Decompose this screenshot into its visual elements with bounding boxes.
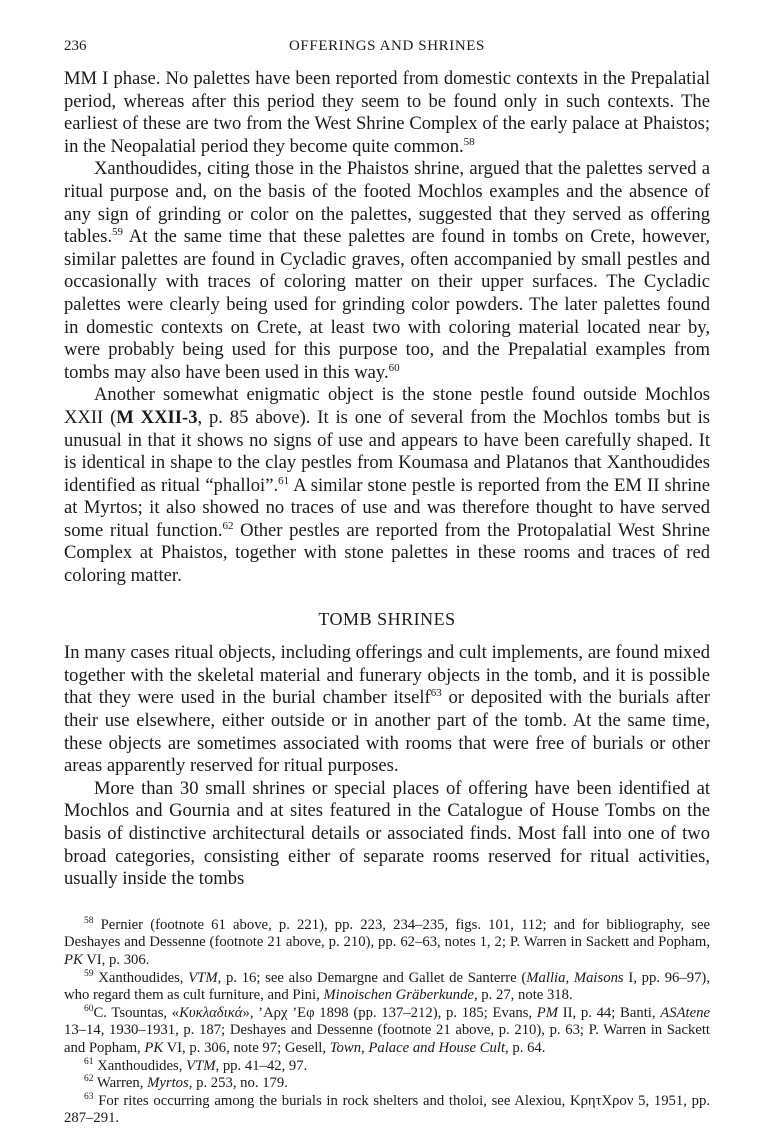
- footnote-58: [64, 917, 710, 970]
- footnote-60-marker: 60: [84, 1003, 94, 1014]
- footnote-60-italic-4: PK: [144, 1039, 164, 1056]
- footnote-62: [64, 1075, 710, 1093]
- footnote-61-text-b: , pp. 41–42, 97.: [215, 1057, 308, 1074]
- paragraph-5-text: More than 30 small shrines or special places of offering have been identified at Mochlos and Gournia and at sites featured in the Catalogue of House Tombs on the basis of distinctive architectural details or associated finds. Most fall into one of two broad categories, consisting either of separate rooms reserved for ritual activities, usually inside the tombs: [64, 777, 710, 890]
- footnote-60-italic-1: Κυκλαδικά: [179, 1004, 243, 1021]
- paragraph-2-text-b: At the same time that these palettes are found in tombs on Crete, however, similar palettes are found in Cycladic graves, often accompanied by small pestles and occasionally with traces of coloring matter on their upper surfaces. The Cycladic palettes were clearly being used for grinding color powders. The later palettes found in domestic contexts on Crete, at least two with coloring material located near by, were probably being used for this purpose too, and the Prepalatial examples from tombs may also have been used in this way.: [64, 226, 710, 383]
- body-text: [64, 68, 710, 891]
- paragraph-4-text-a: In many cases ritual objects, including offerings and cult implements, are found mixed together with the skeletal material and funerary objects in the tomb, and it is possible that they were used in the burial chamber itself: [64, 642, 710, 709]
- page-number: 236: [64, 38, 87, 54]
- catalogue-reference: M XXII-3: [116, 406, 198, 428]
- footnote-62-italic-1: Myrtos: [147, 1075, 189, 1092]
- footnote-59: [64, 970, 710, 1005]
- paragraph-3-text-b: , p. 85 above). It is one of several from the Mochlos tombs but is unusual in that it shows no signs of use and appears to have been carefully shaped. It is identical in shape to the clay pestles from Koumasa and Platanos that Xanthoudides identified as ritual “phalloi”.: [64, 406, 710, 496]
- footnote-62-text-a: Warren,: [96, 1075, 148, 1092]
- footnote-60-italic-2: PM: [536, 1004, 558, 1021]
- footnote-60-text-d: 13–14, 1930–1931, p. 187; Deshayes and Dessenne (footnote 21 above, p. 210), p. 63; P. Warren in Sackett and Popham,: [64, 1022, 710, 1056]
- footnote-62-text-b: , p. 253, no. 179.: [188, 1075, 288, 1092]
- footnote-60-text-b: », ’Αρχ ’Εφ 1898 (pp. 137–212), p. 185; Evans,: [242, 1004, 537, 1021]
- footnote-60-text-e: VI, p. 306, note 97; Gesell,: [163, 1039, 330, 1056]
- footnote-ref-63[interactable]: 63: [430, 687, 442, 700]
- footnote-58-marker: 58: [84, 915, 94, 926]
- paragraph-3-text-c: A similar stone pestle is reported from the EM II shrine at Myrtos; it also showed no traces of use and was therefore thought to have served some ritual function.: [64, 474, 710, 541]
- section-heading: TOMB SHRINES: [318, 608, 456, 629]
- footnote-59-text-a: Xanthoudides,: [98, 969, 189, 986]
- footnote-59-text-d: , p. 27, note 318.: [473, 987, 573, 1004]
- footnote-58-italic-1: PK: [64, 951, 83, 968]
- footnote-59-text-b: , p. 16; see also Demargne and Gallet de Santerre (: [217, 969, 527, 986]
- page-header: [64, 38, 710, 60]
- footnote-59-italic-3: Minoischen Gräberkunde: [323, 987, 474, 1004]
- paragraph-4-text-b: or deposited with the burials after their use elsewhere, either outside or in another part of the tomb. At the same time, these objects are sometimes associated with rooms that were free of burials or other areas apparently reserved for ritual purposes.: [64, 687, 711, 777]
- footnote-60-text-c: II, p. 44; Banti,: [558, 1004, 661, 1021]
- footnote-ref-60[interactable]: 60: [388, 361, 400, 374]
- footnote-59-marker: 59: [84, 968, 94, 979]
- footnote-61-text-a: Xanthoudides,: [97, 1057, 187, 1074]
- paragraph-1-text: MM I phase. No palettes have been reported from domestic contexts in the Prepalatial period, whereas after this period they seem to be found only in such contexts. The earliest of these are two from the West Shrine Complex of the early palace at Phaistos; in the Neopalatial period they become quite common.: [64, 68, 710, 157]
- footnote-59-text-c: I, pp. 96–97), who regard them as cult furniture, and Pini,: [64, 969, 710, 1004]
- footnote-ref-58[interactable]: 58: [463, 135, 475, 148]
- footnote-63: [64, 1093, 710, 1128]
- footnote-60-italic-3: ASAtene: [660, 1004, 710, 1021]
- footnote-61-italic-1: VTM: [186, 1057, 216, 1074]
- footnote-ref-62[interactable]: 62: [222, 519, 234, 532]
- paragraph-3-text-a: Another somewhat enigmatic object is the stone pestle found outside Mochlos XXII (: [64, 384, 710, 428]
- running-head: OFFERINGS AND SHRINES: [289, 38, 485, 54]
- footnote-63-text-a: For rites occurring among the burials in rock shelters and tholoi, see Alexiou, ΚρητΧρον 5, 1951, pp. 287–291.: [64, 1092, 711, 1127]
- paragraph-2: [64, 158, 710, 384]
- footnote-59-italic-2: Mallia, Maisons: [526, 969, 624, 986]
- footnote-58-text-a: Pernier (footnote 61 above, p. 221), pp. 223, 234–235, figs. 101, 112; and for bibliography, see Deshayes and Dessenne (footnote 21 above, p. 210), pp. 62–63, notes 1, 2; P. Warren in Sackett and Popham,: [64, 916, 710, 951]
- footnote-63-marker: 63: [84, 1091, 94, 1102]
- paragraph-1: [64, 68, 710, 158]
- footnote-59-italic-1: VTM: [188, 969, 218, 986]
- paragraph-4: [64, 642, 710, 778]
- footnote-62-marker: 62: [84, 1074, 94, 1085]
- paragraph-3: [64, 384, 710, 587]
- footnote-60: [64, 1005, 710, 1058]
- footnote-61-marker: 61: [84, 1056, 94, 1067]
- paragraph-3-text-d: Other pestles are reported from the Protopalatial West Shrine Complex at Phaistos, together with stone palettes in these rooms and traces of red coloring matter.: [64, 519, 710, 587]
- footnote-58-text-b: VI, p. 306.: [82, 951, 150, 968]
- footnote-61: [64, 1058, 710, 1076]
- page: [64, 38, 710, 1128]
- paragraph-5: [64, 778, 710, 891]
- footnotes: [64, 917, 710, 1128]
- footnote-ref-61[interactable]: 61: [278, 474, 290, 487]
- footnote-ref-59[interactable]: 59: [112, 225, 124, 238]
- footnote-60-text-a: C. Tsountas, «: [93, 1004, 180, 1021]
- footnote-60-text-f: , p. 64.: [505, 1039, 546, 1056]
- paragraph-2-text-a: Xanthoudides, citing those in the Phaistos shrine, argued that the palettes served a ritual purpose and, on the basis of the footed Mochlos examples and the absence of any sign of grinding or color on the palettes, suggested that they served as offering tables.: [64, 158, 710, 248]
- footnote-60-italic-5: Town, Palace and House Cult: [329, 1039, 506, 1056]
